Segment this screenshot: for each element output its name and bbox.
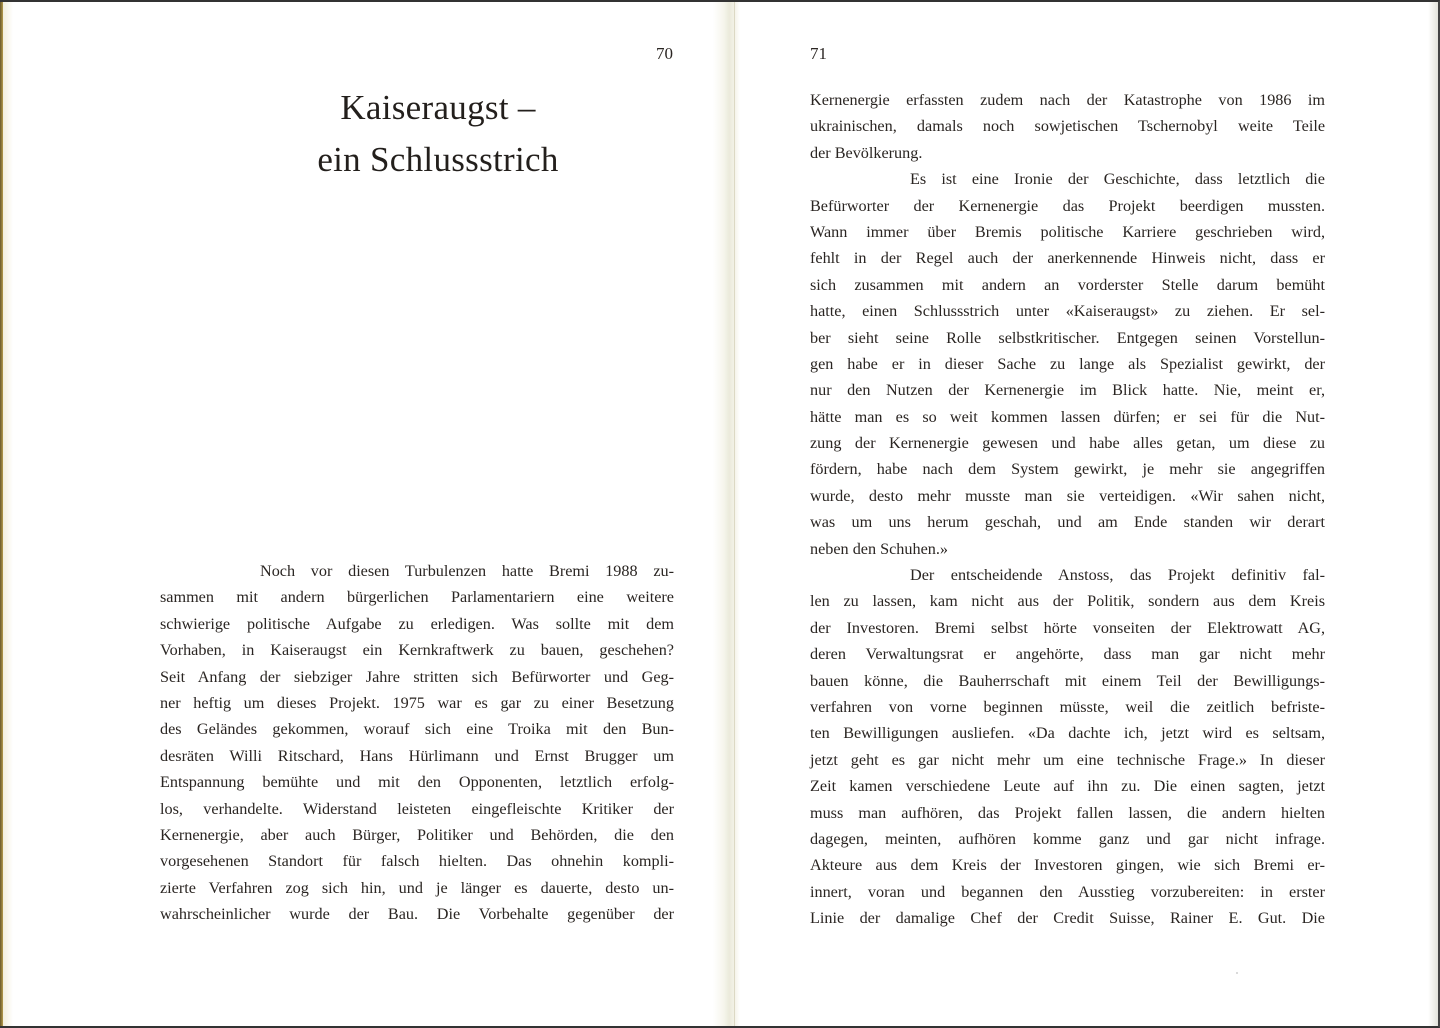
text-line: Zeit kamen verschiedene Leute auf ihn zu. Die einen sagten, jetzt: [810, 777, 1325, 796]
text-line: zung der Kernenergie gewesen und habe alles getan, um diese zu: [810, 434, 1325, 453]
text-line: zierte Verfahren zog sich hin, und je länger es dauerte, desto un-: [160, 878, 674, 897]
text-line: ber sieht seine Rolle selbstkritischer. Entgegen seinen Vorstellun-: [810, 328, 1325, 347]
text-line: Der entscheidende Anstoss, das Projekt definitiv fal-: [910, 566, 1325, 585]
text-line: sammen mit andern bürgerlichen Parlamentariern eine weitere: [160, 588, 674, 607]
right-page: [740, 2, 1430, 1026]
text-line: was um uns herum geschah, und am Ende standen wir derart: [810, 513, 1325, 532]
paragraph: [160, 558, 674, 927]
book-gutter: [713, 2, 740, 1026]
text-line: der Investoren. Bremi selbst hörte vonseiten der Elektrowatt AG,: [810, 618, 1325, 637]
left-page-body: [160, 558, 674, 927]
text-line: nur den Nutzen der Kernenergie im Blick hatte. Nie, meint er,: [810, 381, 1325, 400]
text-line: fehlt in der Regel auch der anerkennende Hinweis nicht, dass er: [810, 249, 1325, 268]
text-line: ukrainischen, damals noch sowjetischen Tschernobyl weite Teile: [810, 117, 1325, 136]
text-line: dagegen, meinten, aufhören komme ganz und gar nicht infrage.: [810, 829, 1325, 848]
text-line: Vorhaben, in Kaiseraugst ein Kernkraftwerk zu bauen, geschehen?: [160, 641, 674, 660]
paragraph: [810, 562, 1325, 931]
text-line: gen habe er in dieser Sache zu lange als Spezialist gewirkt, der: [810, 354, 1325, 373]
text-line: muss man aufhören, das Projekt fallen lassen, die andern hielten: [810, 803, 1325, 822]
left-page: [13, 2, 713, 1026]
text-line: Kernenergie, aber auch Bürger, Politiker und Behörden, die den: [160, 825, 674, 844]
chapter-title-line-2: ein Schlussstrich: [317, 140, 559, 179]
text-line: der Bevölkerung.: [810, 143, 923, 162]
text-line: hätte man es so weit kommen lassen dürfen; er sei für die Nut-: [810, 407, 1325, 426]
text-line: vorgesehenen Standort für falsch hielten. Das ohnehin kompli-: [160, 852, 674, 871]
text-line: deren Verwaltungsrat er angehörte, dass man gar nicht mehr: [810, 645, 1325, 664]
text-line: ner heftig um dieses Projekt. 1975 war es gar zu einer Besetzung: [160, 693, 674, 712]
text-line: Noch vor diesen Turbulenzen hatte Bremi 1988 zu-: [260, 562, 674, 580]
page-edge-left: [3, 2, 13, 1026]
chapter-title: [13, 82, 713, 186]
chapter-title-line-1: Kaiseraugst –: [340, 88, 536, 127]
page-number-right: 71: [810, 44, 827, 63]
text-line: wahrscheinlicher wurde der Bau. Die Vorbehalte gegenüber der: [160, 905, 674, 924]
paragraph: [810, 166, 1325, 562]
text-line: ten Bewilligungen ausliefen. «Da dachte ich, jetzt wird es seltsam,: [810, 724, 1325, 743]
text-line: des Geländes gekommen, worauf sich eine Troika mit den Bun-: [160, 720, 674, 739]
text-line: Entspannung bemühte und mit den Opponenten, letztlich erfolg-: [160, 773, 674, 792]
text-line: Befürworter der Kernenergie das Projekt beerdigen mussten.: [810, 196, 1325, 215]
text-line: hatte, einen Schlussstrich unter «Kaiseraugst» zu ziehen. Er sel-: [810, 302, 1325, 321]
text-line: wurde, desto mehr musste man sie verteidigen. «Wir sahen nicht,: [810, 486, 1325, 505]
page-edge-right: [1428, 2, 1438, 1026]
text-line: len zu lassen, kam nicht aus der Politik, sondern aus dem Kreis: [810, 592, 1325, 611]
text-line: Wann immer über Bremis politische Karriere geschrieben wird,: [810, 222, 1325, 241]
text-line: Es ist eine Ironie der Geschichte, dass letztlich die: [910, 170, 1325, 189]
text-line: jetzt geht es gar nicht mehr um eine technische Frage.» In dieser: [810, 750, 1325, 769]
text-line: Linie der damalige Chef der Credit Suisse, Rainer E. Gut. Die: [810, 909, 1325, 928]
text-line: verfahren von vorne beginnen müsste, weil die zeitlich befriste-: [810, 697, 1325, 716]
text-line: desräten Willi Ritschard, Hans Hürlimann und Ernst Brugger um: [160, 746, 674, 765]
text-line: los, verhandelte. Widerstand leisteten eingefleischte Kritiker der: [160, 799, 674, 818]
page-number-left: 70: [656, 44, 673, 63]
text-line: innert, voran und begannen den Ausstieg vorzubereiten: in erster: [810, 882, 1325, 901]
text-line: schwierige politische Aufgabe zu erledigen. Was sollte mit dem: [160, 614, 674, 633]
text-line: Seit Anfang der siebziger Jahre stritten sich Befürworter und Geg-: [160, 667, 674, 686]
text-line: bauen könne, die Bauherrschaft mit einem Teil der Bewilligungs-: [810, 671, 1325, 690]
text-line: fördern, habe nach dem System gewirkt, je mehr sie angegriffen: [810, 460, 1325, 479]
paper-speck: [1236, 972, 1238, 974]
text-line: sich zusammen mit andern an vorderster Stelle darum bemüht: [810, 275, 1325, 294]
paragraph: [810, 87, 1325, 166]
gutter-fold-line: [734, 2, 735, 1026]
text-line: neben den Schuhen.»: [810, 539, 949, 558]
text-line: Akteure aus dem Kreis der Investoren gingen, wie sich Bremi er-: [810, 856, 1325, 875]
right-page-body: [810, 87, 1325, 932]
text-line: Kernenergie erfassten zudem nach der Katastrophe von 1986 im: [810, 91, 1325, 109]
